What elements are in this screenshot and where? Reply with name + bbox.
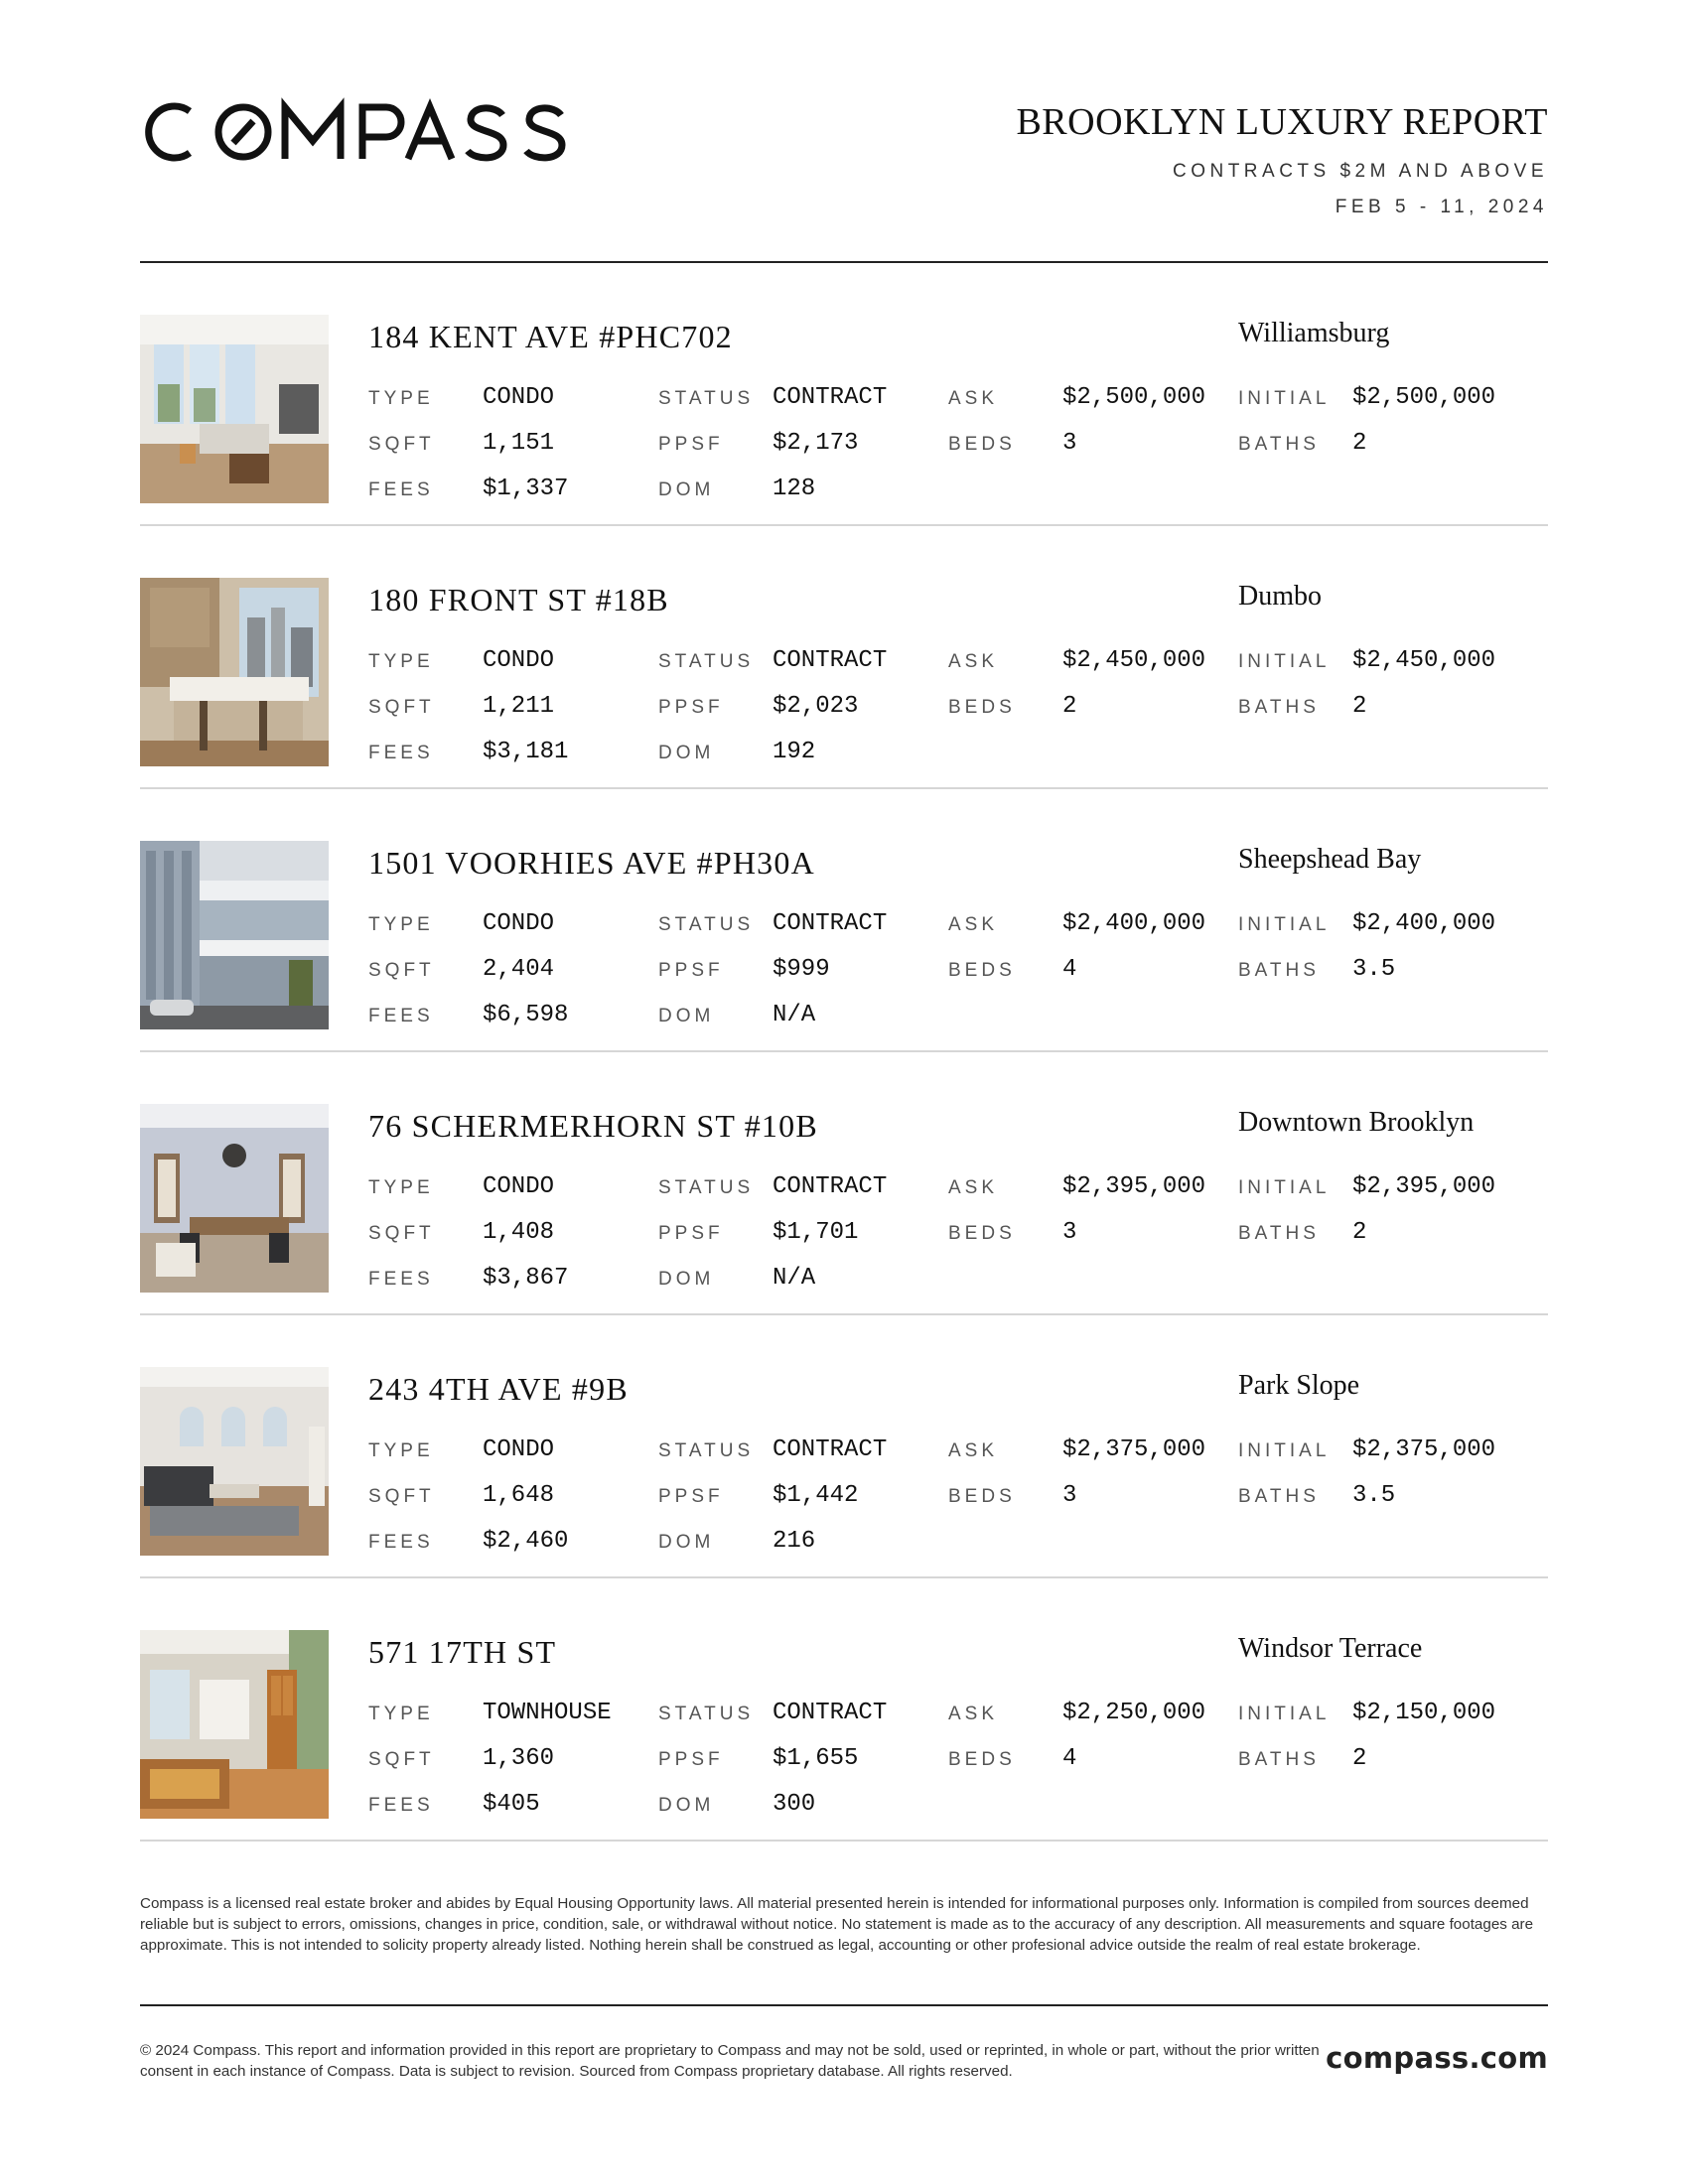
initial-value: $2,375,000	[1352, 1436, 1496, 1463]
living-room-windows-photo	[140, 315, 329, 503]
listing-neighborhood: Sheepshead Bay	[1238, 844, 1422, 875]
beds-value: 4	[1062, 956, 1077, 983]
fees-value: $6,598	[483, 1002, 569, 1028]
type-label: TYPE	[368, 1704, 434, 1724]
listing-neighborhood: Downtown Brooklyn	[1238, 1107, 1475, 1138]
ppsf-value: $1,701	[773, 1219, 859, 1246]
beds-label: BEDS	[948, 1486, 1016, 1507]
sqft-label: SQFT	[368, 1223, 435, 1244]
type-label: TYPE	[368, 1177, 434, 1198]
status-label: STATUS	[658, 1704, 755, 1724]
initial-value: $2,450,000	[1352, 647, 1496, 674]
dom-value: N/A	[773, 1265, 816, 1292]
initial-value: $2,500,000	[1352, 384, 1496, 411]
listing-neighborhood: Dumbo	[1238, 581, 1322, 612]
baths-label: BATHS	[1238, 960, 1320, 981]
compass-logo	[140, 97, 567, 167]
ppsf-value: $2,173	[773, 430, 859, 457]
type-value: CONDO	[483, 1436, 555, 1463]
disclaimer-text: Compass is a licensed real estate broker and abides by Equal Housing Opportunity laws. All material presented herein is intended for informational purposes only. Information is compiled from sources deemed reliable but is subject to errors, omissions, changes in price, condition, sale, or withdrawal without notice. No statement is made as to the accuracy of any description. All measurements and square footages are approximate. This is not intended to solicity property already listed. Nothing herein shall be construed as legal, accounting or other profesional advice outside the realm of real estate brokerage.	[140, 1895, 1534, 1954]
report-subtitle: CONTRACTS $2M AND ABOVE	[1172, 161, 1548, 182]
initial-label: INITIAL	[1238, 651, 1331, 672]
beds-value: 3	[1062, 430, 1077, 457]
type-value: CONDO	[483, 647, 555, 674]
initial-value: $2,395,000	[1352, 1173, 1496, 1200]
building-exterior-photo	[140, 841, 329, 1029]
fees-value: $405	[483, 1791, 540, 1818]
report-page	[140, 0, 1548, 2184]
fees-label: FEES	[368, 1795, 434, 1816]
report-header	[140, 97, 1548, 266]
sqft-label: SQFT	[368, 1749, 435, 1770]
ask-label: ASK	[948, 1440, 999, 1461]
listing-item	[140, 1052, 1548, 1315]
beds-value: 2	[1062, 693, 1077, 720]
baths-value: 2	[1352, 430, 1367, 457]
report-title: BROOKLYN LUXURY REPORT	[1016, 101, 1548, 143]
ask-value: $2,500,000	[1062, 384, 1206, 411]
sqft-value: 1,360	[483, 1745, 555, 1772]
sqft-label: SQFT	[368, 434, 435, 455]
type-label: TYPE	[368, 1440, 434, 1461]
listing-address: 571 17TH ST	[368, 1634, 557, 1670]
listing-address: 243 4TH AVE #9B	[368, 1371, 629, 1407]
beds-label: BEDS	[948, 960, 1016, 981]
sqft-label: SQFT	[368, 697, 435, 718]
ppsf-label: PPSF	[658, 434, 724, 455]
listing-item	[140, 263, 1548, 526]
type-label: TYPE	[368, 388, 434, 409]
initial-label: INITIAL	[1238, 1440, 1331, 1461]
baths-value: 3.5	[1352, 956, 1396, 983]
fees-label: FEES	[368, 1532, 434, 1553]
status-label: STATUS	[658, 914, 755, 935]
fees-value: $2,460	[483, 1528, 569, 1555]
kitchen-island-photo	[140, 578, 329, 766]
type-value: CONDO	[483, 384, 555, 411]
ask-label: ASK	[948, 1177, 999, 1198]
initial-label: INITIAL	[1238, 914, 1331, 935]
fees-label: FEES	[368, 743, 434, 763]
ask-label: ASK	[948, 914, 999, 935]
sqft-value: 1,648	[483, 1482, 555, 1509]
ppsf-value: $1,655	[773, 1745, 859, 1772]
initial-label: INITIAL	[1238, 1704, 1331, 1724]
ask-value: $2,250,000	[1062, 1700, 1206, 1726]
dom-value: 128	[773, 476, 816, 502]
status-value: CONTRACT	[773, 1173, 888, 1200]
dom-label: DOM	[658, 1532, 715, 1553]
ppsf-label: PPSF	[658, 1749, 724, 1770]
dom-value: 300	[773, 1791, 816, 1818]
status-label: STATUS	[658, 1440, 755, 1461]
ppsf-label: PPSF	[658, 697, 724, 718]
ppsf-label: PPSF	[658, 1486, 724, 1507]
dining-room-photo	[140, 1104, 329, 1293]
listing-item	[140, 1315, 1548, 1578]
baths-value: 2	[1352, 693, 1367, 720]
ppsf-label: PPSF	[658, 960, 724, 981]
type-label: TYPE	[368, 651, 434, 672]
baths-label: BATHS	[1238, 1486, 1320, 1507]
ask-label: ASK	[948, 651, 999, 672]
sqft-label: SQFT	[368, 960, 435, 981]
ppsf-value: $999	[773, 956, 830, 983]
baths-label: BATHS	[1238, 697, 1320, 718]
beds-value: 4	[1062, 1745, 1077, 1772]
baths-value: 3.5	[1352, 1482, 1396, 1509]
beds-value: 3	[1062, 1219, 1077, 1246]
status-value: CONTRACT	[773, 1700, 888, 1726]
initial-label: INITIAL	[1238, 388, 1331, 409]
listing-item	[140, 1578, 1548, 1842]
ask-value: $2,400,000	[1062, 910, 1206, 937]
baths-label: BATHS	[1238, 1749, 1320, 1770]
footer-divider	[140, 2004, 1548, 2006]
baths-label: BATHS	[1238, 434, 1320, 455]
footer-url[interactable]: compass.com	[1326, 2041, 1548, 2075]
ask-value: $2,450,000	[1062, 647, 1206, 674]
status-value: CONTRACT	[773, 1436, 888, 1463]
ppsf-label: PPSF	[658, 1223, 724, 1244]
ask-value: $2,395,000	[1062, 1173, 1206, 1200]
ask-label: ASK	[948, 388, 999, 409]
beds-label: BEDS	[948, 697, 1016, 718]
type-value: TOWNHOUSE	[483, 1700, 612, 1726]
ask-value: $2,375,000	[1062, 1436, 1206, 1463]
fees-label: FEES	[368, 1006, 434, 1026]
dom-value: 216	[773, 1528, 816, 1555]
type-value: CONDO	[483, 1173, 555, 1200]
listing-item	[140, 789, 1548, 1052]
type-value: CONDO	[483, 910, 555, 937]
status-label: STATUS	[658, 388, 755, 409]
baths-label: BATHS	[1238, 1223, 1320, 1244]
fees-value: $1,337	[483, 476, 569, 502]
beds-label: BEDS	[948, 1223, 1016, 1244]
dom-label: DOM	[658, 1795, 715, 1816]
listing-neighborhood: Park Slope	[1238, 1370, 1360, 1401]
listing-neighborhood: Williamsburg	[1238, 318, 1390, 348]
copyright-text: © 2024 Compass. This report and information provided in this report are proprietary to Compass and may not be sold, used or reprinted, in whole or part, without the prior written consent in each instance of Compass. Data is subject to revision. Sourced from Compass proprietary database. All rights reserved.	[140, 2042, 1320, 2080]
status-value: CONTRACT	[773, 647, 888, 674]
dom-label: DOM	[658, 743, 715, 763]
beds-value: 3	[1062, 1482, 1077, 1509]
report-heading	[1016, 101, 1548, 218]
ppsf-value: $1,442	[773, 1482, 859, 1509]
dom-value: 192	[773, 739, 816, 765]
ppsf-value: $2,023	[773, 693, 859, 720]
listing-address: 76 SCHERMERHORN ST #10B	[368, 1108, 818, 1144]
fees-label: FEES	[368, 479, 434, 500]
beds-label: BEDS	[948, 1749, 1016, 1770]
status-value: CONTRACT	[773, 910, 888, 937]
dom-label: DOM	[658, 479, 715, 500]
listing-address: 1501 VOORHIES AVE #PH30A	[368, 845, 815, 881]
townhouse-interior-photo	[140, 1630, 329, 1819]
ask-label: ASK	[948, 1704, 999, 1724]
fees-value: $3,181	[483, 739, 569, 765]
fees-value: $3,867	[483, 1265, 569, 1292]
beds-label: BEDS	[948, 434, 1016, 455]
status-label: STATUS	[658, 651, 755, 672]
sqft-value: 2,404	[483, 956, 555, 983]
living-room-arched-windows-photo	[140, 1367, 329, 1556]
dom-label: DOM	[658, 1006, 715, 1026]
listing-address: 184 KENT AVE #PHC702	[368, 319, 733, 354]
type-label: TYPE	[368, 914, 434, 935]
fees-label: FEES	[368, 1269, 434, 1290]
listing-item	[140, 526, 1548, 789]
listing-neighborhood: Windsor Terrace	[1238, 1633, 1423, 1664]
dom-label: DOM	[658, 1269, 715, 1290]
initial-value: $2,400,000	[1352, 910, 1496, 937]
initial-label: INITIAL	[1238, 1177, 1331, 1198]
sqft-value: 1,211	[483, 693, 555, 720]
status-value: CONTRACT	[773, 384, 888, 411]
compass-logo-mark	[140, 97, 567, 167]
sqft-value: 1,408	[483, 1219, 555, 1246]
sqft-label: SQFT	[368, 1486, 435, 1507]
dom-value: N/A	[773, 1002, 816, 1028]
baths-value: 2	[1352, 1745, 1367, 1772]
initial-value: $2,150,000	[1352, 1700, 1496, 1726]
listings	[140, 263, 1548, 1842]
status-label: STATUS	[658, 1177, 755, 1198]
listing-address: 180 FRONT ST #18B	[368, 582, 669, 617]
report-date: FEB 5 - 11, 2024	[1335, 197, 1548, 217]
baths-value: 2	[1352, 1219, 1367, 1246]
sqft-value: 1,151	[483, 430, 555, 457]
